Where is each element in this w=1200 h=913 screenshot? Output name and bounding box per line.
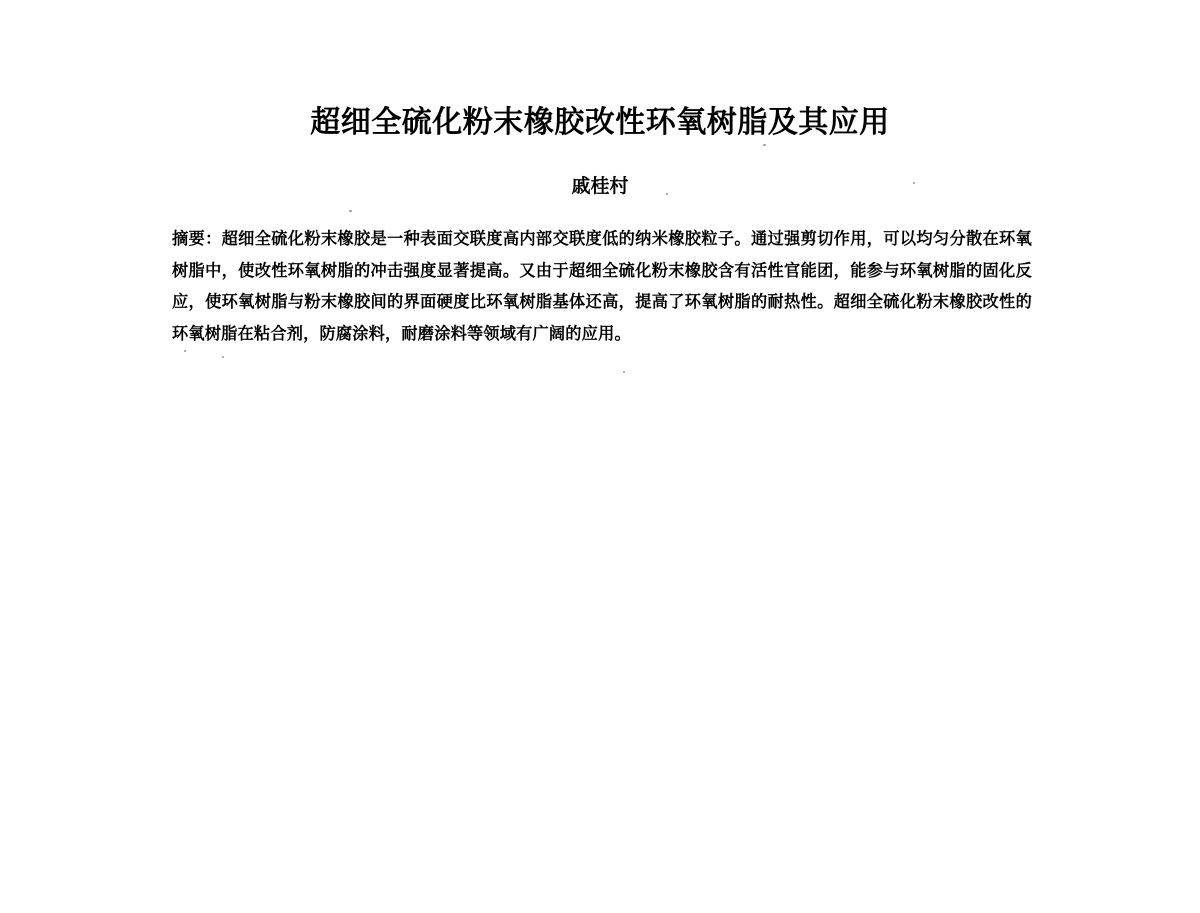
scan-speck (913, 182, 915, 184)
abstract-label: 摘要： (172, 229, 222, 248)
scan-speck (763, 144, 766, 146)
scan-speck (184, 350, 186, 352)
scan-speck (222, 356, 224, 358)
abstract-paragraph (172, 223, 1032, 349)
scan-speck (349, 210, 352, 212)
abstract-text: 超细全硫化粉末橡胶是一种表面交联度高内部交联度低的纳米橡胶粒子。通过强剪切作用，可以均匀分散在环氧树脂中，使改性环氧树脂的冲击强度显著提高。又由于超细全硫化粉末橡胶含有活性官能团，能参与环氧树脂的固化反应，使环氧树脂与粉末橡胶间的界面硬度比环氧树脂基体还高，提高了环氧树脂的耐热性。超细全硫化粉末橡胶改性的环氧树脂在粘合剂，防腐涂料，耐磨涂料等领域有广阔的应用。 (172, 229, 1032, 343)
paper-title: 超细全硫化粉末橡胶改性环氧树脂及其应用 (310, 105, 890, 140)
scan-speck (623, 371, 625, 373)
scan-speck (666, 193, 668, 195)
paper-author: 戚桂村 (571, 175, 629, 197)
